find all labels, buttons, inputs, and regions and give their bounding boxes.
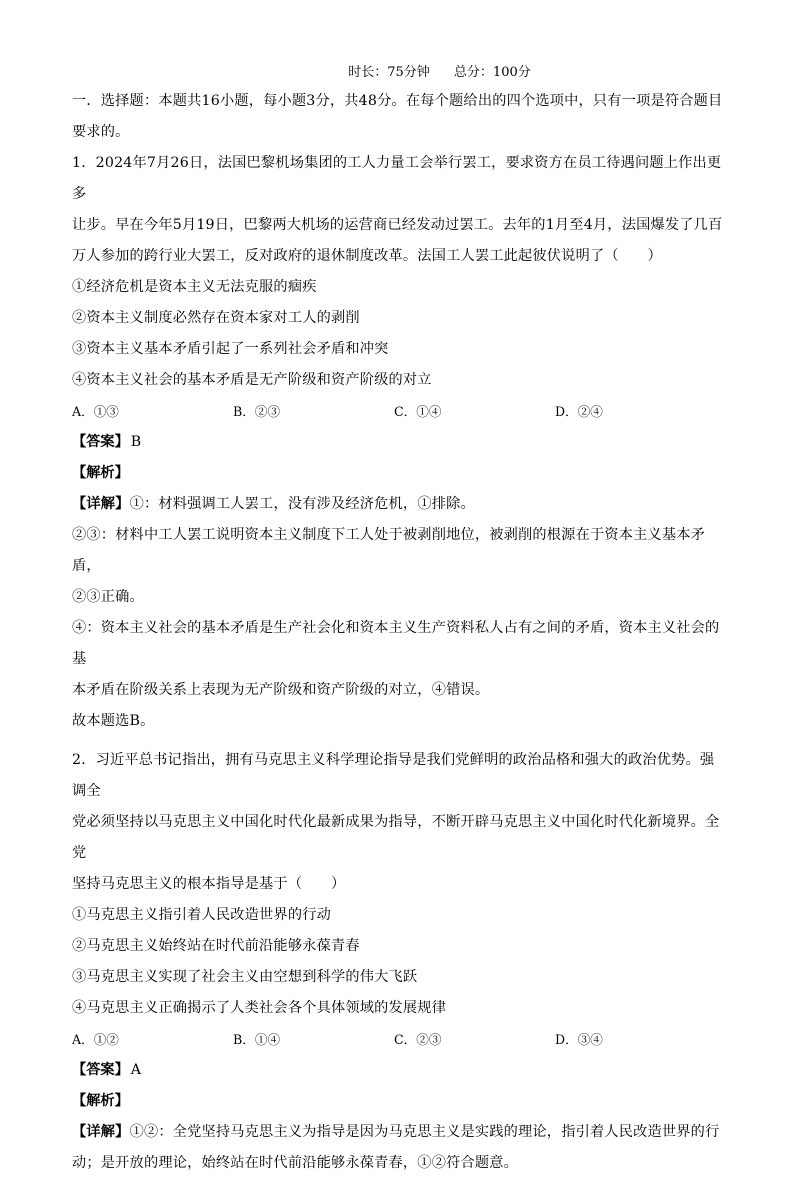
detail-line: ②③：材料中工人罢工说明资本主义制度下工人处于被剥削地位，被剥削的根源在于资本主义基本矛盾，: [72, 527, 706, 574]
analysis-line: [72, 1086, 727, 1117]
detail-tag: 【详解】: [72, 496, 130, 512]
exam-header: [72, 62, 727, 84]
question-stem-line: 坚持马克思主义的根本指导是基于（ ）: [72, 876, 346, 892]
exam-duration: 时长：75分钟: [348, 65, 430, 80]
detail-line: [72, 489, 727, 520]
section-intro-line: 要求的。: [72, 124, 130, 140]
question-2: [72, 745, 727, 1179]
detail-text: ①②：全党坚持马克思主义为指导是因为马克思主义是实践的理论，指引着人民改造世界的行: [129, 1124, 720, 1140]
statement-item: ①马克思主义指引着人民改造世界的行动: [72, 907, 331, 923]
answer-line: [72, 1055, 727, 1086]
question-stem-line: 万人参加的跨行业大罢工，反对政府的退休制度改革。法国工人罢工此起彼伏说明了（ ）: [72, 248, 662, 264]
answer-tag: 【答案】: [72, 1062, 129, 1078]
detail-line: [72, 1117, 727, 1148]
answer-options: [72, 396, 727, 427]
question-stem-line: 党必须坚持以马克思主义中国化时代化最新成果为指导，不断开辟马克思主义中国化时代化新境界。全党: [72, 814, 720, 861]
detail-line: 本矛盾在阶级关系上表现为无产阶级和资产阶级的对立，④错误。: [72, 682, 490, 698]
analysis-tag: 【解析】: [72, 465, 129, 481]
statement-item: ②资本主义制度必然存在资本家对工人的剥削: [72, 310, 360, 326]
answer-value: B: [130, 434, 142, 450]
question-stem-line: 2．习近平总书记指出，拥有马克思主义科学理论指导是我们党鲜明的政治品格和强大的政治优势。强调全: [72, 752, 715, 799]
option-b: B．①④: [233, 1032, 281, 1047]
section-intro-line: 一．选择题：本题共16小题，每小题3分，共48分。在每个题给出的四个选项中，只有一项是符合题目: [72, 93, 723, 109]
statement-item: ①经济危机是资本主义无法克服的痼疾: [72, 279, 317, 295]
answer-value: A: [130, 1062, 142, 1078]
answer-tag: 【答案】: [72, 434, 129, 450]
statement-item: ②马克思主义始终站在时代前沿能够永葆青春: [72, 938, 360, 954]
question-stem-line: 让步。早在今年5月19日，巴黎两大机场的运营商已经发动过罢工。去年的1月至4月，法国爆发了几百: [72, 217, 723, 233]
detail-tag: 【详解】: [72, 1124, 130, 1140]
option-d: D．③④: [555, 1032, 603, 1047]
option-c: C．②③: [394, 1032, 442, 1047]
option-c: C．①④: [394, 404, 442, 419]
statement-item: ③资本主义基本矛盾引起了一系列社会矛盾和冲突: [72, 341, 389, 357]
analysis-tag: 【解析】: [72, 1093, 129, 1109]
detail-line: 故本题选B。: [72, 713, 155, 729]
analysis-line: [72, 458, 727, 489]
statement-item: ④马克思主义正确揭示了人类社会各个具体领域的发展规律: [72, 1000, 447, 1016]
detail-text: ①：材料强调工人罢工，没有涉及经济危机，①排除。: [129, 496, 475, 512]
option-a: A．①③: [72, 404, 119, 419]
option-b: B．②③: [233, 404, 281, 419]
detail-line: ②③正确。: [72, 589, 144, 605]
answer-line: [72, 427, 727, 458]
detail-line: ④：资本主义社会的基本矛盾是生产社会化和资本主义生产资料私人占有之间的矛盾，资本主义社会的基: [72, 620, 720, 667]
statement-item: ③马克思主义实现了社会主义由空想到科学的伟大飞跃: [72, 969, 418, 985]
question-1: [72, 148, 727, 737]
question-stem-line: 1．2024年7月26日，法国巴黎机场集团的工人力量工会举行罢工，要求资方在员工待遇问题上作出更多: [72, 155, 722, 202]
exam-page: [72, 62, 727, 1179]
detail-line: 动；是开放的理论，始终站在时代前沿能够永葆青春，①②符合题意。: [72, 1155, 519, 1171]
option-a: A．①②: [72, 1032, 119, 1047]
answer-options: [72, 1024, 727, 1055]
exam-total-score: 总分：100分: [453, 65, 531, 80]
option-d: D．②④: [555, 404, 603, 419]
statement-item: ④资本主义社会的基本矛盾是无产阶级和资产阶级的对立: [72, 372, 432, 388]
